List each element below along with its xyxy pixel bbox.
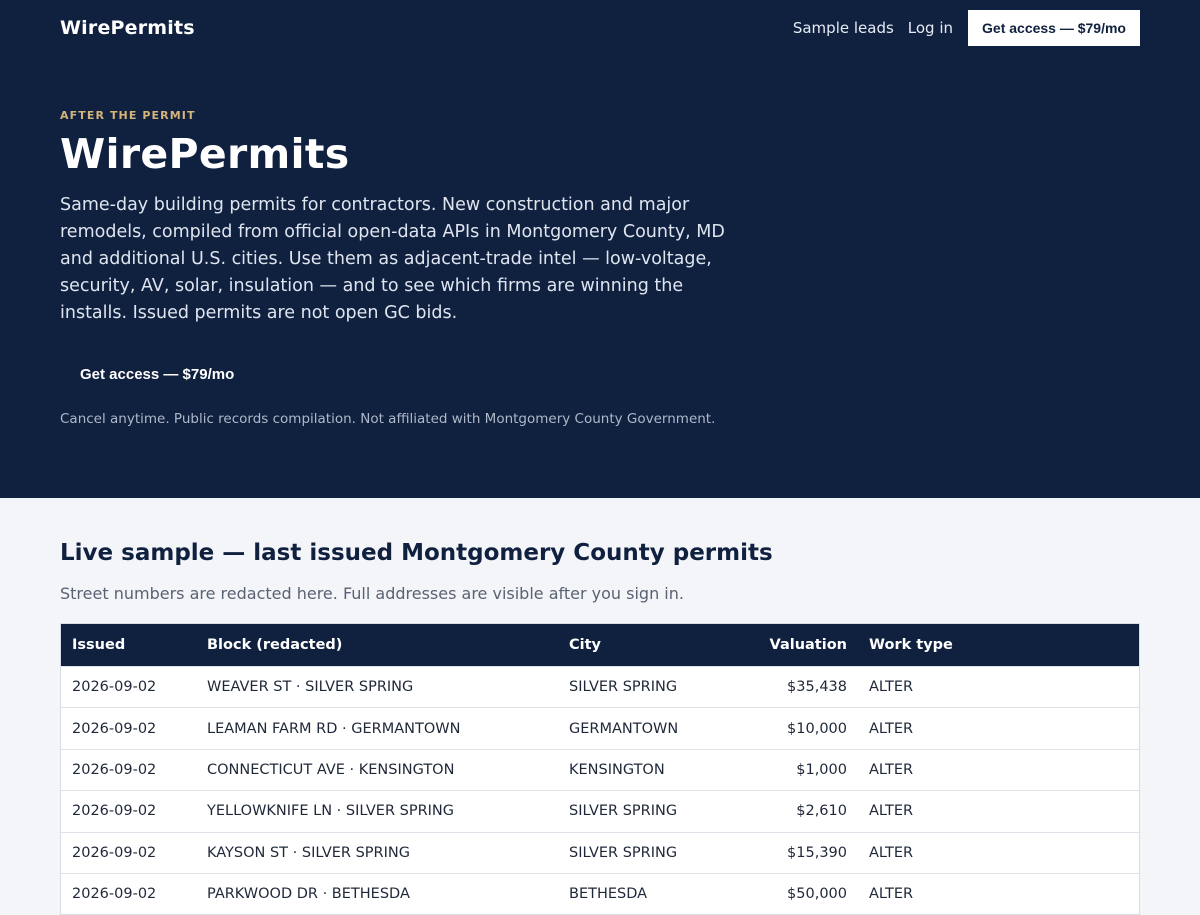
- cell-city: SILVER SPRING: [569, 679, 678, 696]
- cell-valuation: $50,000: [787, 886, 847, 903]
- column-header-block: Block (redacted): [207, 637, 343, 653]
- hero-get-access-button[interactable]: Get access — $79/mo: [60, 355, 254, 393]
- column-header-valuation: Valuation: [769, 637, 847, 653]
- table-row: [61, 749, 1139, 790]
- cell-city: KENSINGTON: [569, 761, 665, 778]
- cell-city: SILVER SPRING: [569, 803, 678, 820]
- cell-city: GERMANTOWN: [569, 720, 679, 737]
- cell-valuation: $1,000: [796, 761, 847, 778]
- cell-valuation: $35,438: [787, 679, 847, 696]
- column-header-city: City: [569, 637, 601, 653]
- table-row: [61, 707, 1139, 748]
- cell-work-type: ALTER: [869, 761, 914, 778]
- cell-work-type: ALTER: [869, 844, 914, 861]
- hero-description: Same-day building permits for contractors. New construction and major remodels, compiled from official open-data APIs in Montgomery County, MD and additional U.S. cities. Use them as adjacent-trade intel — low-voltage, security, AV, solar, insulation — and to see which firms are winning the installs. Issued permits are not open GC bids.: [60, 195, 725, 323]
- cell-issued: 2026-09-02: [72, 886, 157, 903]
- cell-valuation: $10,000: [787, 720, 847, 737]
- hero-title: WirePermits: [60, 130, 350, 178]
- cell-city: BETHESDA: [569, 886, 648, 903]
- nav-get-access-button[interactable]: Get access — $79/mo: [968, 10, 1140, 46]
- table-row: [61, 666, 1139, 707]
- hero-eyebrow: AFTER THE PERMIT: [60, 109, 196, 122]
- sample-title: Live sample — last issued Montgomery County permits: [60, 540, 773, 566]
- cell-work-type: ALTER: [869, 886, 914, 903]
- cell-work-type: ALTER: [869, 803, 914, 820]
- cell-issued: 2026-09-02: [72, 844, 157, 861]
- cell-block: PARKWOOD DR · BETHESDA: [207, 886, 410, 903]
- cell-issued: 2026-09-02: [72, 761, 157, 778]
- cell-issued: 2026-09-02: [72, 803, 157, 820]
- cell-work-type: ALTER: [869, 679, 914, 696]
- column-header-issued: Issued: [72, 637, 126, 653]
- table-row: [61, 873, 1139, 914]
- permits-table: [60, 623, 1140, 915]
- cell-work-type: ALTER: [869, 720, 914, 737]
- cell-block: YELLOWKNIFE LN · SILVER SPRING: [207, 803, 455, 820]
- cell-block: KAYSON ST · SILVER SPRING: [207, 844, 410, 861]
- brand-logo[interactable]: WirePermits: [60, 17, 195, 39]
- cell-block: WEAVER ST · SILVER SPRING: [207, 679, 414, 696]
- sample-subtitle: Street numbers are redacted here. Full addresses are visible after you sign in.: [60, 584, 684, 603]
- cell-valuation: $2,610: [796, 803, 847, 820]
- sample-section: [60, 540, 1140, 915]
- cell-block: CONNECTICUT AVE · KENSINGTON: [207, 761, 455, 778]
- nav-link-sample-leads[interactable]: Sample leads: [792, 19, 894, 37]
- table-row: [61, 790, 1139, 831]
- nav-link-log-in[interactable]: Log in: [907, 19, 954, 37]
- hero-fineprint: Cancel anytime. Public records compilation. Not affiliated with Montgomery County Government.: [60, 411, 716, 427]
- top-nav: [60, 10, 1140, 46]
- cell-city: SILVER SPRING: [569, 844, 678, 861]
- table-row: [61, 832, 1139, 873]
- cell-issued: 2026-09-02: [72, 679, 157, 696]
- cell-issued: 2026-09-02: [72, 720, 157, 737]
- cell-block: LEAMAN FARM RD · GERMANTOWN: [207, 720, 461, 737]
- nav-links: [779, 10, 1140, 46]
- cell-valuation: $15,390: [787, 844, 847, 861]
- column-header-work-type: Work type: [869, 637, 953, 653]
- table-header: [61, 624, 1139, 666]
